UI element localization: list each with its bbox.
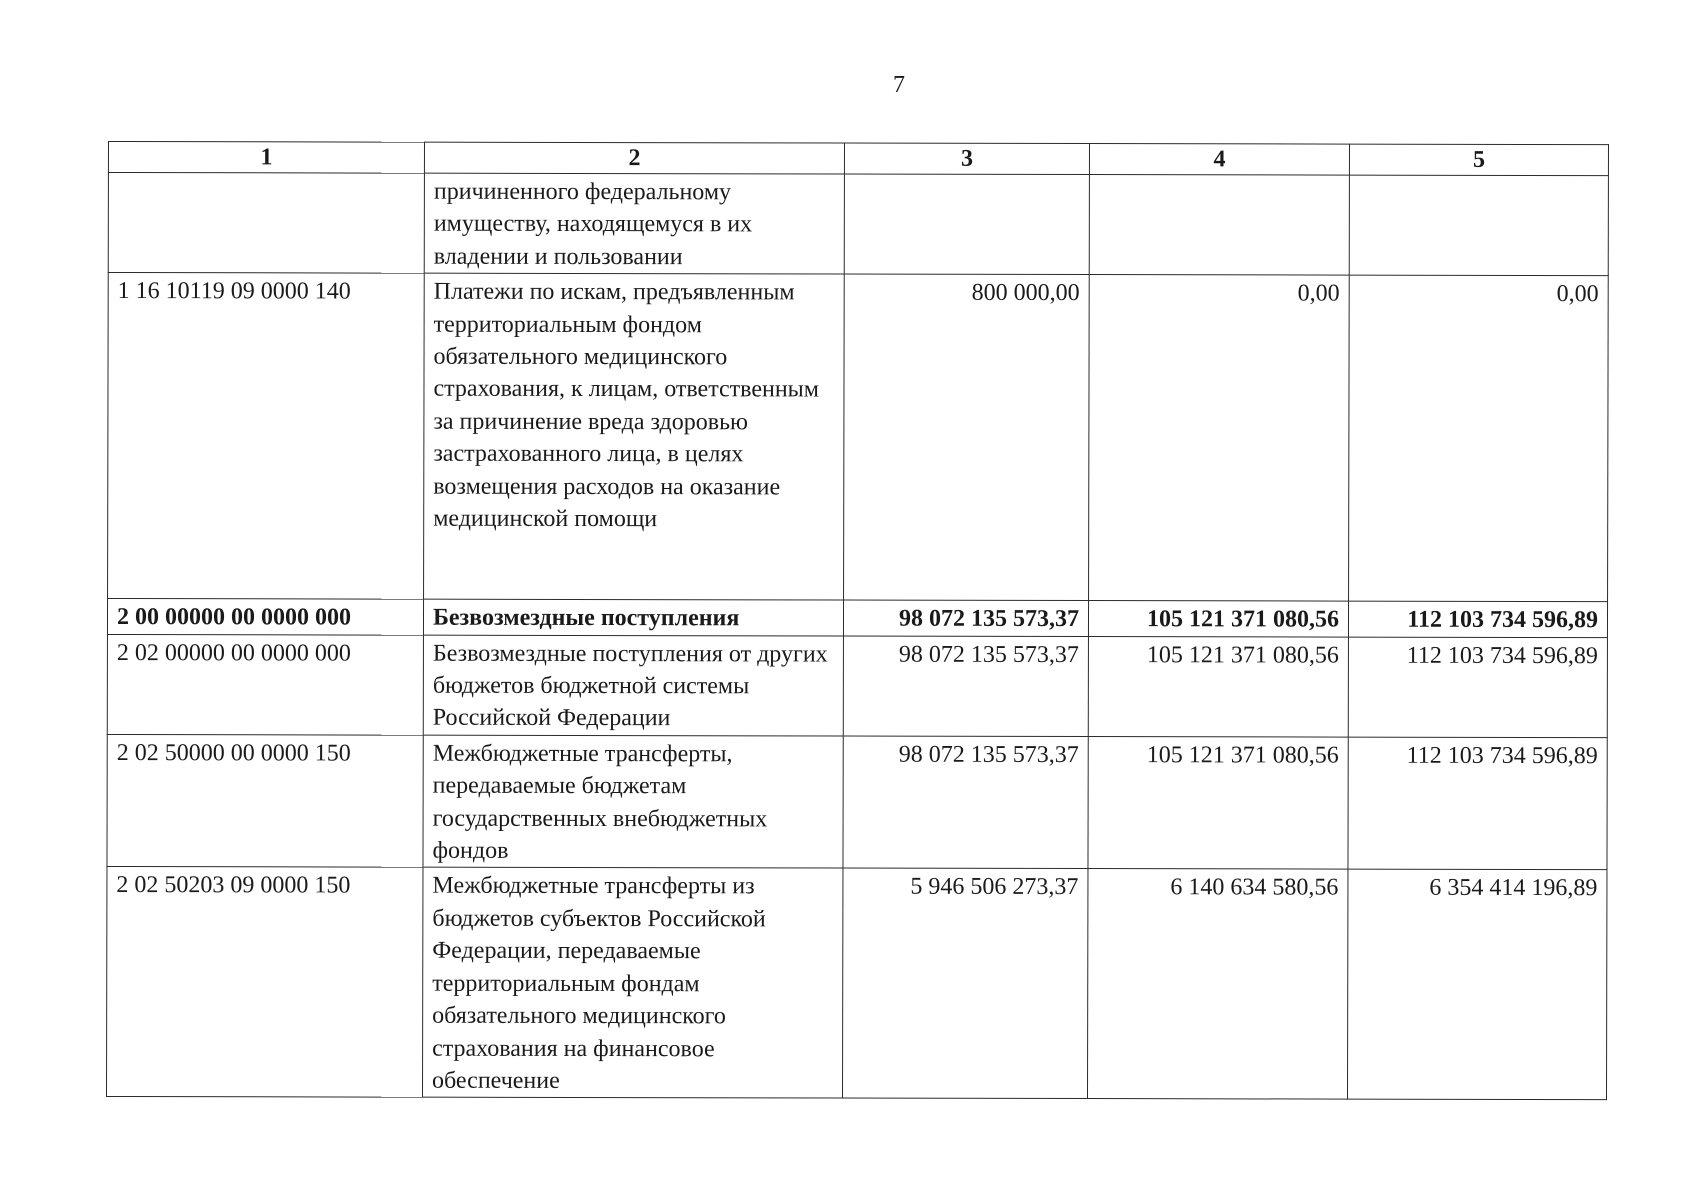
page-number-text: 7 [893, 72, 905, 98]
value-cell-5: 6 354 414 196,89 [1347, 870, 1606, 1101]
header-cell: 1 [108, 142, 424, 174]
value-cell-3: 98 072 135 573,37 [843, 600, 1088, 636]
header-cell: 5 [1349, 144, 1608, 176]
code-cell: 2 02 50000 00 0000 150 [107, 734, 423, 867]
table-row [108, 273, 1609, 602]
header-cell: 4 [1089, 144, 1349, 176]
table-row [107, 634, 1607, 737]
code-cell: 2 02 50203 09 0000 150 [106, 867, 422, 1098]
header-row [108, 142, 1608, 176]
table-row [107, 734, 1607, 870]
value-cell-3 [844, 174, 1089, 275]
code-cell: 2 00 00000 00 0000 000 [107, 599, 423, 635]
value-cell-4: 105 121 371 080,56 [1088, 601, 1348, 637]
code-cell [108, 173, 424, 274]
value-cell-3: 98 072 135 573,37 [843, 736, 1088, 869]
value-cell-5 [1349, 175, 1608, 276]
value-cell-3: 98 072 135 573,37 [843, 636, 1088, 737]
name-cell: Межбюджетные трансферты из бюджетов субъектов Российской Федерации, передаваемые территориальным фондам обязательного медицинского страхования на финансовое обеспечение [422, 868, 842, 1099]
name-cell: Платежи по искам, предъявленным территориальным фондом обязательного медицинского страхования, к лицам, ответственным за причинение вреда здоровью застрахованного лица, в целях возмещения расходов на оказание медицинской помощи [424, 273, 845, 600]
code-cell: 2 02 00000 00 0000 000 [107, 634, 423, 735]
budget-table [106, 141, 1609, 1101]
value-cell-5: 112 103 734 596,89 [1348, 737, 1607, 870]
value-cell-5: 0,00 [1349, 275, 1609, 602]
value-cell-4 [1089, 175, 1349, 276]
value-cell-4: 6 140 634 580,56 [1087, 869, 1347, 1100]
header-cell: 2 [424, 142, 844, 174]
value-cell-4: 105 121 371 080,56 [1088, 636, 1348, 737]
value-cell-5: 112 103 734 596,89 [1348, 637, 1607, 738]
table-row [106, 867, 1606, 1100]
code-cell: 1 16 10119 09 0000 140 [108, 273, 425, 600]
table-row [108, 173, 1608, 276]
value-cell-3: 800 000,00 [844, 274, 1090, 601]
name-cell: Межбюджетные трансферты, передаваемые бюджетам государственных внебюджетных фондов [423, 735, 843, 869]
header-cell: 3 [844, 143, 1089, 175]
value-cell-5: 112 103 734 596,89 [1348, 601, 1607, 637]
value-cell-4: 0,00 [1089, 275, 1350, 602]
name-cell: причиненного федеральному имуществу, находящемуся в их владении и пользовании [424, 173, 844, 274]
value-cell-3: 5 946 506 273,37 [842, 869, 1087, 1100]
name-cell: Безвозмездные поступления от других бюджетов бюджетной системы Российской Федерации [423, 635, 843, 736]
value-cell-4: 105 121 371 080,56 [1088, 736, 1348, 869]
name-cell: Безвозмездные поступления [423, 599, 843, 635]
table-row-total [107, 599, 1607, 638]
